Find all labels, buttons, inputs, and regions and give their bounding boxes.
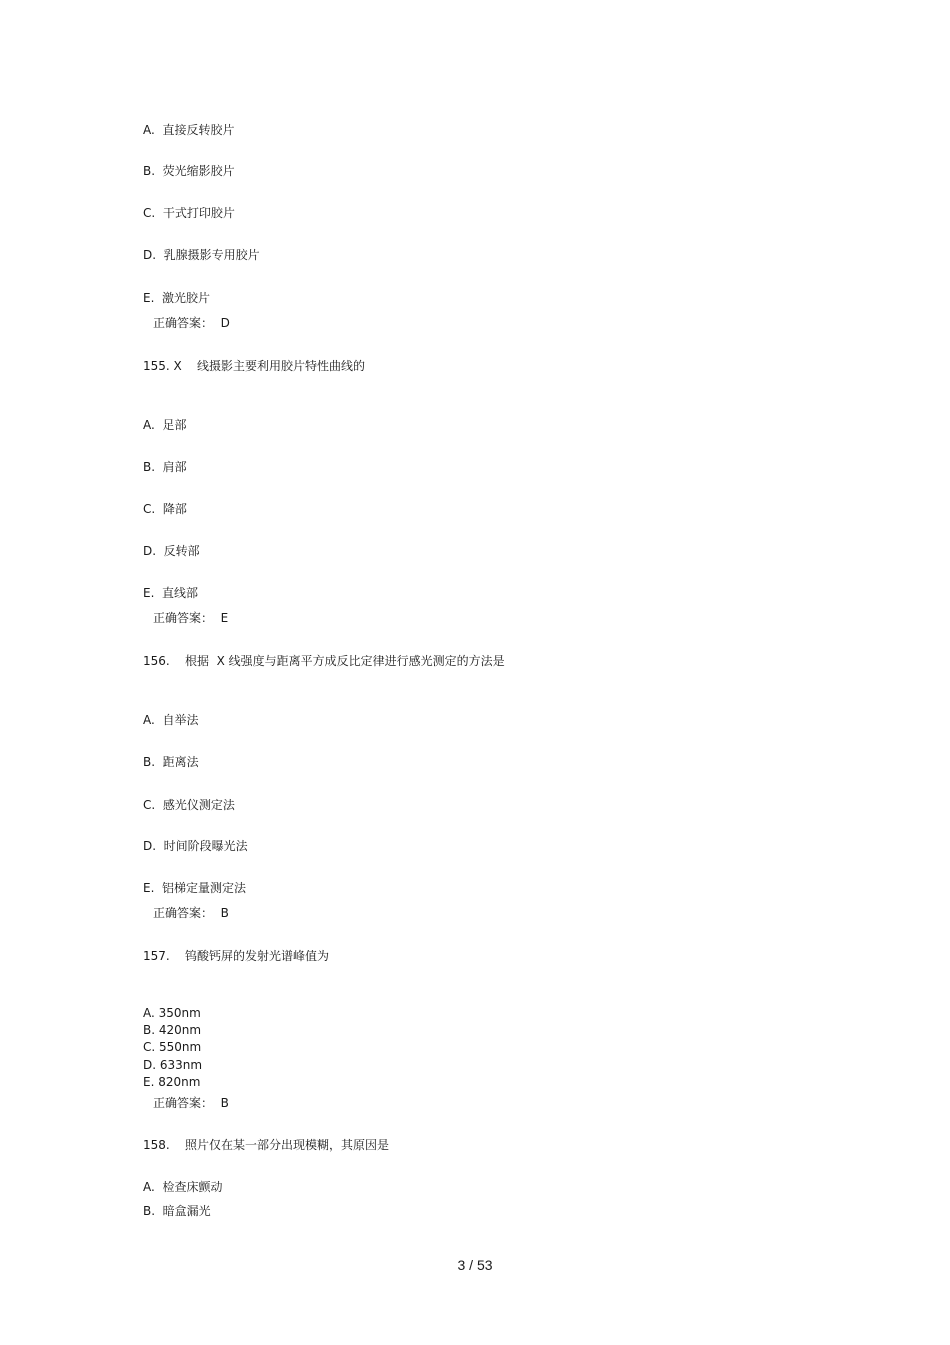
option-e: E. 直线部 (143, 586, 199, 600)
page-number: 3 / 53 (457, 1257, 493, 1273)
option-c: C. 550nm (143, 1040, 202, 1054)
correct-answer: 正确答案： B (153, 906, 229, 920)
question-155: 155. X 线摄影主要利用胶片特性曲线的 (143, 359, 366, 373)
option-c: C. 降部 (143, 502, 187, 516)
option-b: B. 肩部 (143, 460, 187, 474)
option-e: E. 铝梯定量测定法 (143, 881, 247, 895)
option-e: E. 激光胶片 (143, 291, 211, 305)
option-a: A. 足部 (143, 418, 187, 432)
option-b: B. 距离法 (143, 755, 199, 769)
question-158: 158. 照片仅在某一部分出现模糊，其原因是 (143, 1138, 389, 1152)
question-157: 157. 钨酸钙屏的发射光谱峰值为 (143, 949, 329, 963)
option-b: B. 暗盒漏光 (143, 1204, 211, 1218)
option-a: A. 检查床颤动 (143, 1180, 223, 1194)
option-a: A. 自举法 (143, 713, 199, 727)
option-a: A. 直接反转胶片 (143, 123, 235, 137)
question-156: 156. 根据 X 线强度与距离平方成反比定律进行感光测定的方法是 (143, 654, 505, 668)
correct-answer: 正确答案： E (153, 611, 229, 625)
correct-answer: 正确答案： B (153, 1096, 229, 1110)
option-d: D. 反转部 (143, 544, 200, 558)
option-a: A. 350nm (143, 1006, 201, 1020)
option-b: B. 荧光缩影胶片 (143, 164, 235, 178)
option-c: C. 干式打印胶片 (143, 206, 235, 220)
option-e: E. 820nm (143, 1075, 201, 1089)
option-d: D. 633nm (143, 1058, 203, 1072)
option-b: B. 420nm (143, 1023, 202, 1037)
option-c: C. 感光仪测定法 (143, 798, 235, 812)
option-d: D. 乳腺摄影专用胶片 (143, 248, 260, 262)
option-d: D. 时间阶段曝光法 (143, 839, 248, 853)
correct-answer: 正确答案： D (153, 316, 230, 330)
